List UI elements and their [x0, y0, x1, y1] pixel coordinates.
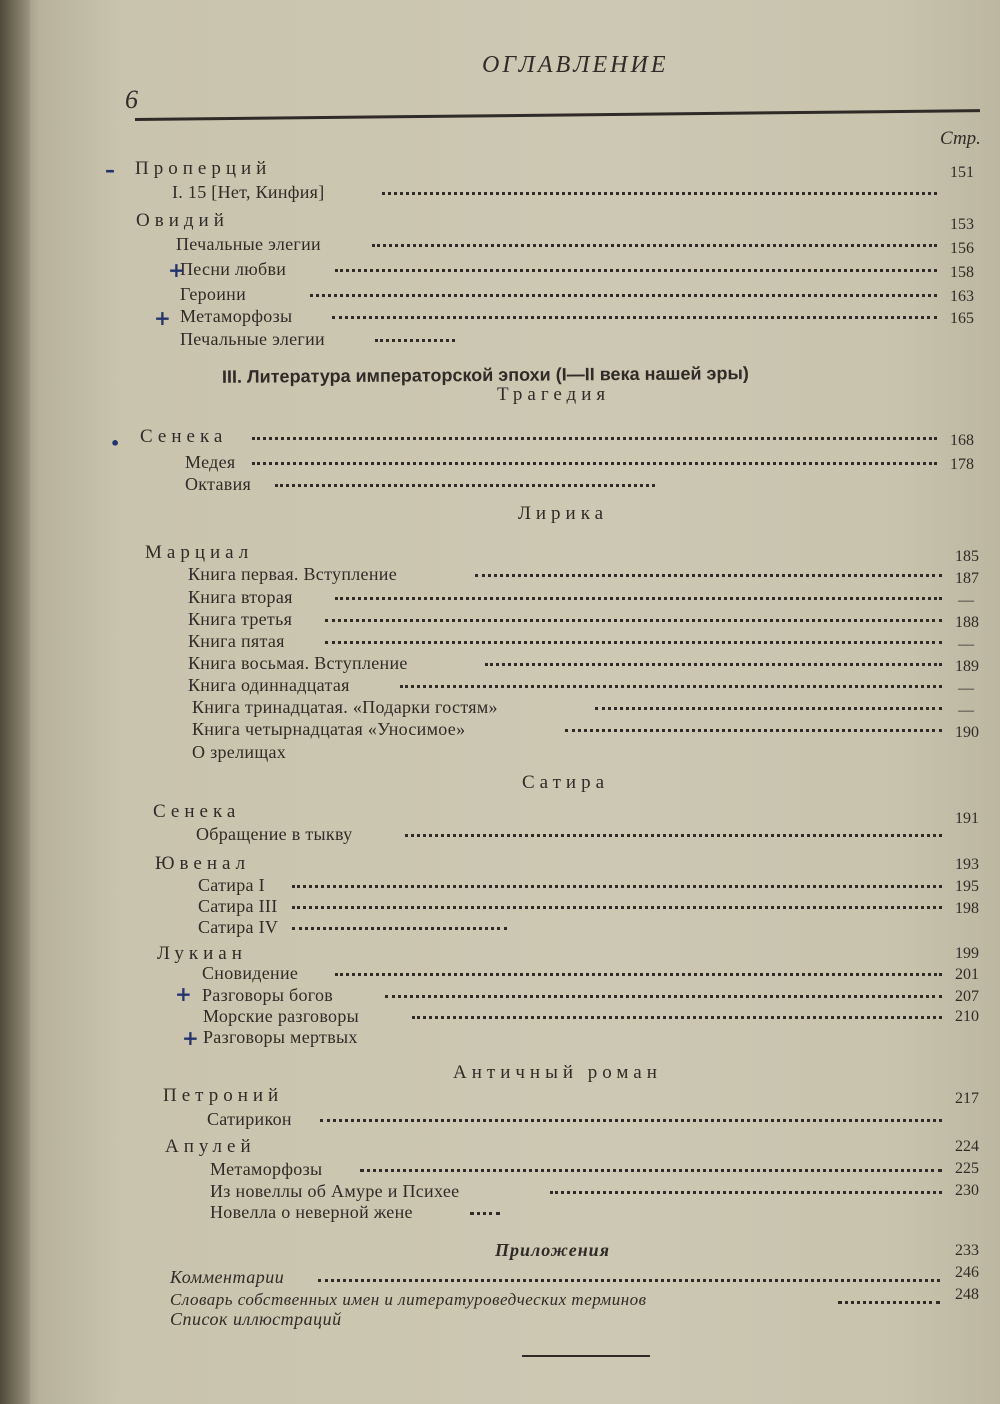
dot-leader — [292, 927, 507, 930]
toc-entry-title: Октавия — [185, 474, 252, 494]
toc-author: Сенека — [153, 801, 241, 822]
dot-leader — [405, 834, 942, 837]
toc-entry-title: I. 15 [Нет, Кинфия] — [172, 182, 325, 202]
toc-entry-page: 178 — [950, 456, 974, 473]
toc-entry-page: 217 — [955, 1090, 979, 1107]
toc-entry-title: Комментарии — [170, 1267, 285, 1287]
handwritten-plus-mark: + — [168, 258, 185, 282]
dot-leader — [565, 729, 942, 732]
toc-entry-page: — — [958, 636, 974, 653]
dot-leader — [400, 685, 942, 688]
toc-entry-title: Разговоры мертвых — [203, 1027, 358, 1047]
page-title: ОГЛАВЛЕНИЕ — [482, 52, 669, 78]
handwritten-plus-mark: + — [182, 1026, 199, 1050]
appendix-heading: Приложения — [495, 1240, 610, 1260]
dot-leader — [475, 574, 942, 577]
toc-entry-page: 225 — [955, 1160, 979, 1177]
toc-entry-page: 168 — [950, 432, 974, 449]
handwritten-plus-mark: + — [154, 306, 171, 330]
dot-leader — [325, 619, 942, 622]
toc-author: Овидий — [136, 210, 229, 231]
dot-leader — [335, 597, 942, 600]
toc-entry-title: Сновидение — [202, 963, 299, 983]
page-binding-edge — [0, 0, 30, 1404]
toc-entry-title: Сатирикон — [207, 1109, 292, 1129]
toc-entry-title: Книга первая. Вступление — [188, 564, 397, 584]
toc-entry-page: 246 — [955, 1264, 979, 1281]
end-rule — [522, 1355, 650, 1357]
toc-entry-page: 191 — [955, 810, 979, 827]
toc-entry-title: Сатира IV — [198, 917, 279, 937]
dot-leader — [335, 269, 937, 272]
dot-leader — [550, 1191, 942, 1194]
toc-entry-title: Книга пятая — [188, 631, 285, 651]
page-number: 6 — [125, 85, 138, 114]
dot-leader — [385, 995, 942, 998]
toc-entry-page: 224 — [955, 1138, 979, 1155]
toc-entry-title: О зрелищах — [192, 742, 287, 762]
toc-entry-title: Книга тринадцатая. «Подарки гостям» — [192, 697, 498, 717]
toc-entry-page: 163 — [950, 288, 974, 305]
toc-entry-page: 198 — [955, 900, 979, 917]
toc-entry-page: 153 — [950, 216, 974, 233]
section-heading: Лирика — [518, 503, 609, 524]
handwritten-plus-mark: + — [175, 982, 192, 1006]
toc-author: Ювенал — [155, 853, 251, 874]
toc-entry-title: Сатира I — [198, 875, 265, 895]
toc-entry-title: Книга одиннадцатая — [188, 675, 350, 695]
toc-entry-title: Словарь собственных имен и литературоведческих терминов — [170, 1290, 647, 1309]
section-heading: Сатира — [522, 772, 610, 793]
dot-leader — [372, 244, 937, 247]
toc-entry-title: Обращение в тыкву — [196, 824, 353, 844]
toc-author: Апулей — [165, 1136, 256, 1157]
toc-entry-page: 189 — [955, 658, 979, 675]
toc-entry-title: Метаморфозы — [210, 1159, 323, 1179]
dot-leader — [332, 316, 937, 319]
toc-entry-page: 207 — [955, 988, 979, 1005]
header-rule — [135, 109, 980, 121]
dot-leader — [360, 1169, 942, 1172]
toc-author: Лукиан — [157, 943, 247, 964]
toc-entry-title: Список иллюстраций — [170, 1309, 342, 1329]
toc-entry-page: 151 — [950, 164, 974, 181]
dot-leader — [292, 906, 942, 909]
toc-entry-page: — — [958, 702, 974, 719]
dot-leader — [412, 1016, 942, 1019]
toc-entry-title: Разговоры богов — [202, 985, 334, 1005]
toc-entry-title: Печальные элегии — [176, 234, 321, 254]
toc-entry-title: Из новеллы об Амуре и Психее — [210, 1181, 460, 1201]
toc-entry-title: Книга вторая — [188, 587, 293, 607]
toc-entry-page: 233 — [955, 1242, 979, 1259]
toc-entry-title: Героини — [180, 284, 247, 304]
dot-leader — [325, 641, 942, 644]
dot-leader — [275, 484, 655, 487]
part-heading: III. Литература императорской эпохи (I—II века нашей эры) — [221, 363, 749, 387]
toc-entry-page: 187 — [955, 570, 979, 587]
toc-entry-title: Сатира III — [198, 896, 278, 916]
toc-entry-title: Печальные элегии — [180, 329, 325, 349]
toc-entry-title: Новелла о неверной жене — [210, 1202, 413, 1222]
handwritten-dash-mark: – — [105, 158, 115, 182]
dot-leader — [485, 663, 942, 666]
section-heading: Античный роман — [453, 1062, 662, 1083]
toc-entry-page: 193 — [955, 856, 979, 873]
toc-entry-title: Медея — [185, 452, 236, 472]
toc-entry-page: 248 — [955, 1286, 979, 1303]
toc-entry-page: 190 — [955, 724, 979, 741]
toc-entry-title: Книга восьмая. Вступление — [188, 653, 408, 673]
section-heading: Трагедия — [497, 384, 611, 405]
dot-leader — [838, 1301, 940, 1304]
toc-entry-page: 230 — [955, 1182, 979, 1199]
dot-leader — [318, 1279, 940, 1282]
page-column-label: Стр. — [940, 128, 981, 149]
toc-entry-page: 210 — [955, 1008, 979, 1025]
dot-leader — [470, 1212, 500, 1215]
dot-leader — [595, 707, 942, 710]
dot-leader — [375, 339, 455, 342]
dot-leader — [335, 973, 942, 976]
toc-author: Марциал — [145, 542, 254, 563]
toc-entry-page: 165 — [950, 310, 974, 327]
toc-entry-page: 201 — [955, 966, 979, 983]
dot-leader — [292, 885, 942, 888]
dot-leader — [382, 192, 937, 195]
toc-entry-page: 158 — [950, 264, 974, 281]
toc-author: Проперций — [135, 158, 272, 179]
toc-entry-title: Метаморфозы — [180, 306, 293, 326]
dot-leader — [252, 462, 937, 465]
toc-entry-page: 195 — [955, 878, 979, 895]
toc-author: Сенека — [140, 426, 228, 447]
toc-entry-title: Книга четырнадцатая «Уносимое» — [192, 719, 466, 739]
toc-entry-page: 199 — [955, 945, 979, 962]
toc-entry-page: 188 — [955, 614, 979, 631]
toc-entry-page: 185 — [955, 548, 979, 565]
toc-entry-title: Морские разговоры — [203, 1006, 360, 1026]
dot-leader — [320, 1119, 942, 1122]
toc-entry-title: Песни любви — [180, 259, 287, 279]
handwritten-dot-mark: • — [110, 434, 121, 453]
dot-leader — [310, 294, 937, 297]
toc-entry-title: Книга третья — [188, 609, 293, 629]
toc-entry-page: 156 — [950, 240, 974, 257]
toc-entry-page: — — [958, 680, 974, 697]
dot-leader — [252, 437, 937, 440]
toc-author: Петроний — [163, 1085, 284, 1106]
toc-entry-page: — — [958, 592, 974, 609]
